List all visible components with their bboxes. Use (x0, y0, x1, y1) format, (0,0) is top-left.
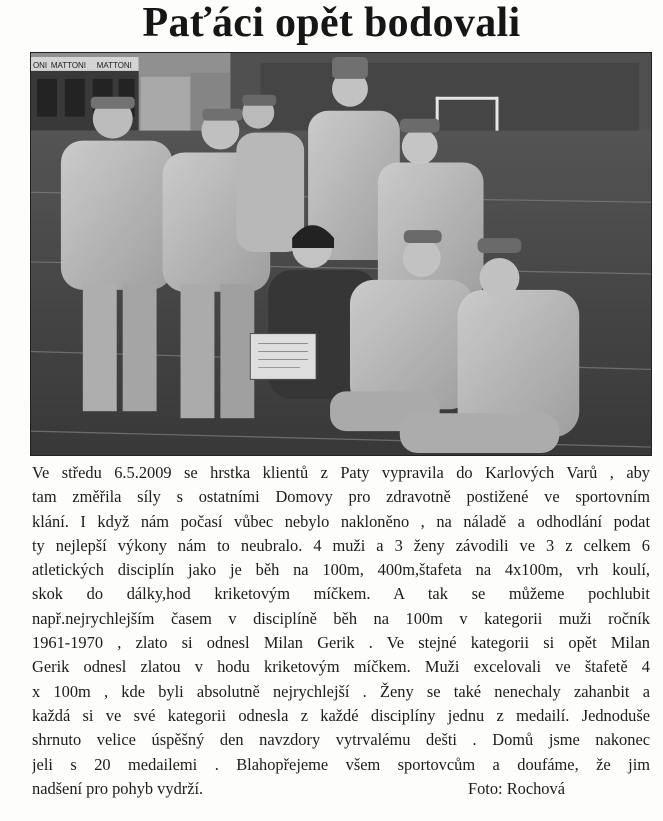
article-line-13: jeli s 20 medailemi . Blahopřejeme všem sportovcům a doufáme, že jim (32, 754, 650, 774)
article-last-line (32, 777, 650, 801)
article-line-11: každá si ve své kategorii odnesla z každé disciplíny jednu z medailí. Jednoduše (32, 705, 650, 725)
article-line-5: atletických disciplín jako je běh na 100m, 400m,štafeta na 4x100m, vrh koulí, (32, 560, 650, 580)
article-line-12: shrnuto velice úspěšný den navzdory vytrvalému dešti . Domů jsme nakonec (32, 730, 650, 750)
signage-text-1: ONI (32, 60, 48, 70)
article-closing-text: nadšení pro pohyb vydrží. (32, 778, 204, 798)
article-line-8: 1961-1970 , zlato si odnesl Milan Gerik . Ve stejné kategorii si opět Milan (32, 633, 650, 653)
group-photo (30, 52, 652, 456)
article-line-10: x 100m , kde byli absolutně nejrychlejší . Ženy se také nenechaly zahanbit a (32, 681, 650, 701)
article-line-7: např.nejrychlejším časem v disciplíně běh na 100m v kategorii muži ročník (32, 608, 650, 628)
signage-text-2: MATTONI (50, 60, 87, 70)
signage-text-3: MATTONI (96, 60, 132, 70)
article-line-3: klání. I když nám počasí vůbec nebylo nakloněno , na náladě a odhodlání podat (32, 511, 650, 531)
headline: Paťáci opět bodovali (142, 0, 521, 46)
article-line-9: Gerik odnesl zlatou v hodu kriketovým míčkem. Muži excelovali ve štafetě 4 (32, 657, 650, 677)
photo-credit: Foto: Rochová (468, 778, 565, 798)
article-line-4: ty nejlepší výkony nám to neubralo. 4 muži a 3 ženy závodili ve 3 z celkem 6 (32, 535, 650, 555)
article-line-1: Ve středu 6.5.2009 se hrstka klientů z Paty vypravila do Karlových Varů , aby (32, 463, 650, 482)
article-line-6: skok do dálky,hod kriketovým míčkem. A tak se můžeme pochlubit (32, 584, 650, 604)
article-line-2: tam změřila síly s ostatními Domovy pro zdravotně postižené ve sportovním (32, 487, 650, 507)
article-body (32, 461, 650, 801)
